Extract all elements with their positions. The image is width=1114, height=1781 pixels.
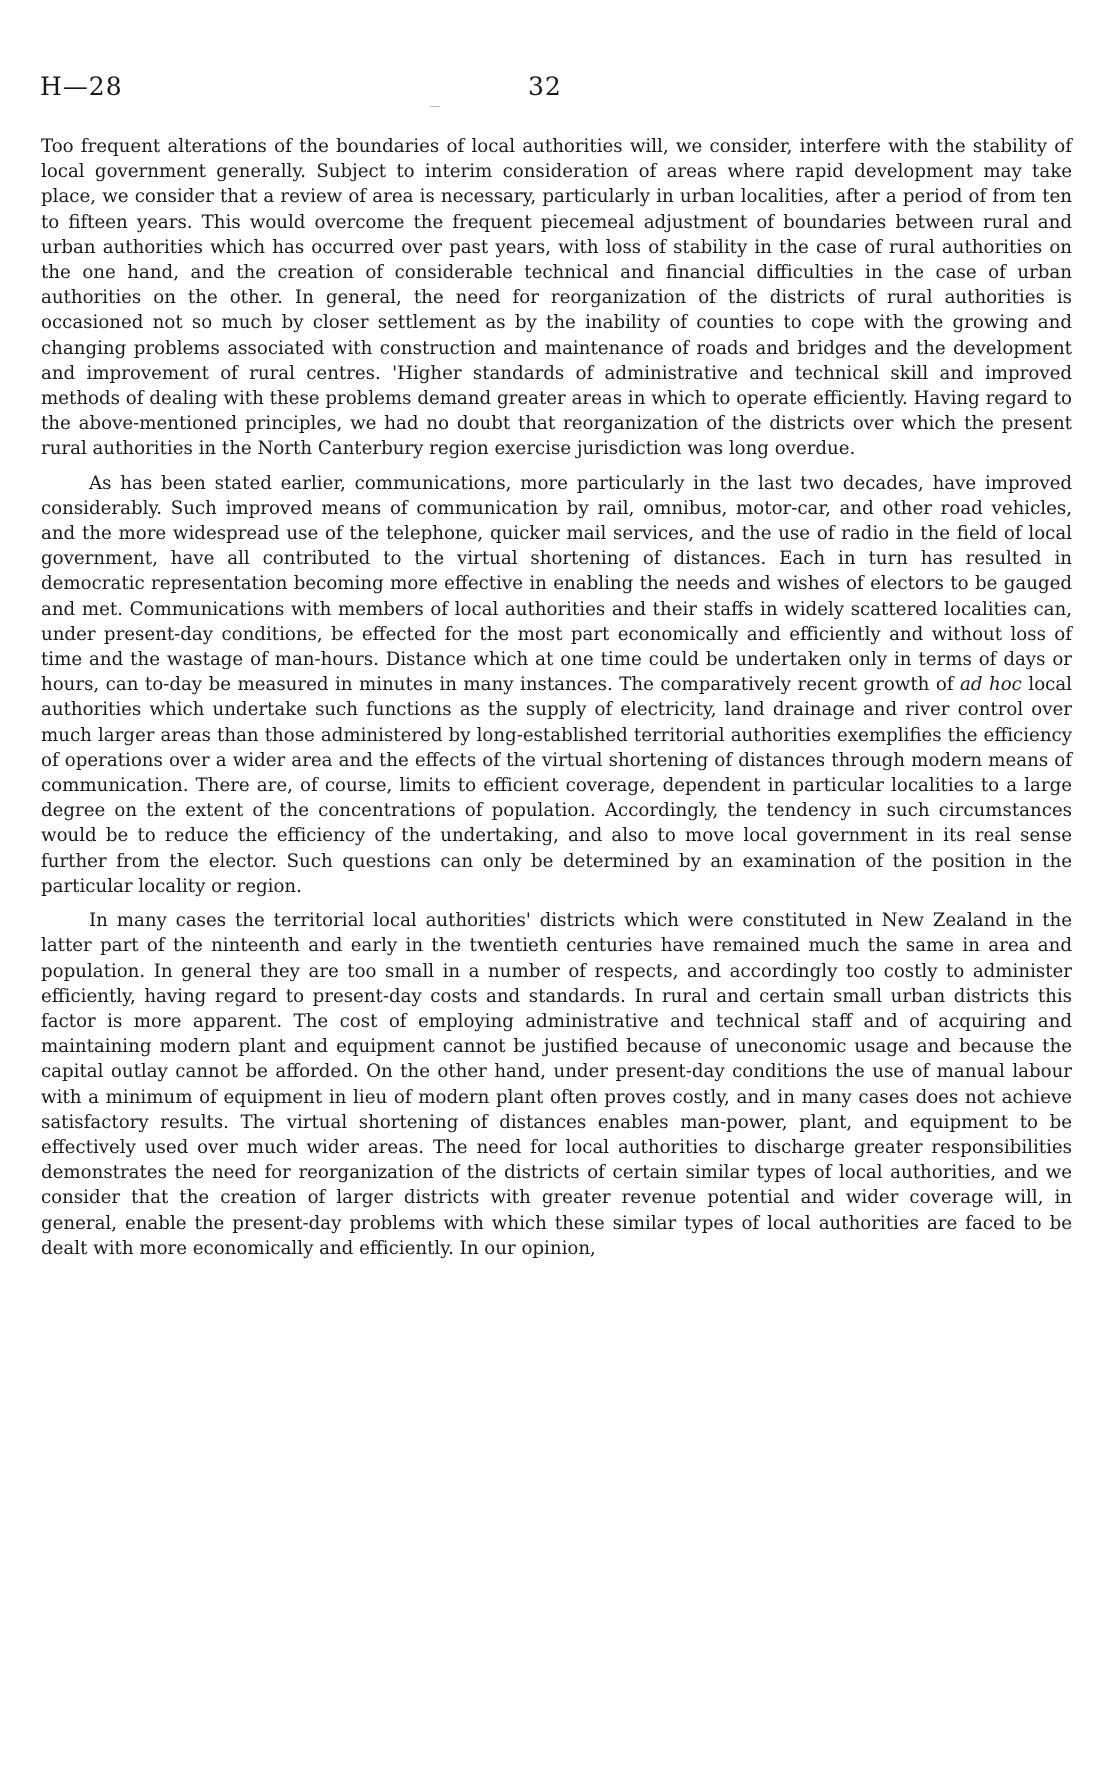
page-number: 32	[528, 72, 562, 101]
body-text	[41, 134, 1072, 1261]
paragraph-2-text-start: As has been stated earlier, communications, more particularly in the last two decades, have improved considerably. Such improved means of communication by rail, omnibus, motor-car, and other road vehicles, and the more widespread use of the telephone, quicker mail services, and the use of radio in the field of local government, have all contributed to the virtual shortening of distances. Each in turn has resulted in democratic representation becoming more effective in enabling the needs and wishes of electors to be gauged and met. Communications with members of local authorities and their staffs in widely scattered localities can, under present-day conditions, be effected for the most part economically and efficiently and without loss of time and the wastage of man-hours. Distance which at one time could be undertaken only in terms of days or hours, can to-day be measured in minutes in many instances. The comparatively recent growth of	[41, 472, 1072, 696]
paragraph-2	[41, 471, 1072, 899]
header-mark	[430, 106, 440, 107]
paragraph-3	[41, 908, 1072, 1261]
paragraph-1	[41, 134, 1072, 462]
document-reference: H—28	[40, 72, 123, 101]
latin-term-ad-hoc: ad hoc	[960, 674, 1022, 696]
paragraph-2-text-end: local authorities which undertake such functions as the supply of electricity, land drainage and river control over much larger areas than those administered by long-established territorial authorities exemplifies the efficiency of operations over a wider area and the effects of the virtual shortening of distances through modern means of communication. There are, of course, limits to efficient coverage, dependent in particular localities to a large degree on the extent of the concentrations of population. Accordingly, the tendency in such circumstances would be to reduce the efficiency of the undertaking, and also to move local government in its real sense further from the elector. Such questions can only be determined by an examination of the position in the particular locality or region.	[41, 674, 1072, 897]
paragraph-3-text: In many cases the territorial local authorities' districts which were constituted in New Zealand in the latter part of the ninteenth and early in the twentieth centuries have remained much the same in area and population. In general they are too small in a number of respects, and accordingly too costly to administer efficiently, having regard to present-day costs and standards. In rural and certain small urban districts this factor is more apparent. The cost of employing administrative and technical staff and of acquiring and maintaining modern plant and equipment cannot be justified because of uneconomic usage and because the capital outlay cannot be afforded. On the other hand, under present-day conditions the use of manual labour with a minimum of equipment in lieu of modern plant often proves costly, and in many cases does not achieve satisfactory results. The virtual shortening of distances enables man-power, plant, and equipment to be effectively used over much wider areas. The need for local authorities to discharge greater responsibilities demonstrates the need for reorganization of the districts of certain similar types of local authorities, and we consider that the creation of larger districts with greater revenue potential and wider coverage will, in general, enable the present-day problems with which these similar types of local authorities are faced to be dealt with more economically and efficiently. In our opinion,	[41, 910, 1072, 1259]
paragraph-1-text: Too frequent alterations of the boundaries of local authorities will, we consider, interfere with the stability of local government generally. Subject to interim consideration of areas where rapid development may take place, we consider that a review of area is necessary, particularly in urban localities, after a period of from ten to fifteen years. This would overcome the frequent piecemeal adjustment of boundaries between rural and urban authorities which has occurred over past years, with loss of stability in the case of rural authorities on the one hand, and the creation of considerable technical and financial difficulties in the case of urban authorities on the other. In general, the need for reorganization of the districts of rural authorities is occasioned not so much by closer settlement as by the inability of counties to cope with the growing and changing problems associated with construction and maintenance of roads and bridges and the development and improvement of rural centres. 'Higher standards of administrative and technical skill and improved methods of dealing with these problems demand greater areas in which to operate efficiently. Having regard to the above-mentioned principles, we had no doubt that reorganization of the districts over which the present rural authorities in the North Canterbury region exercise jurisdiction was long overdue.	[41, 136, 1072, 460]
